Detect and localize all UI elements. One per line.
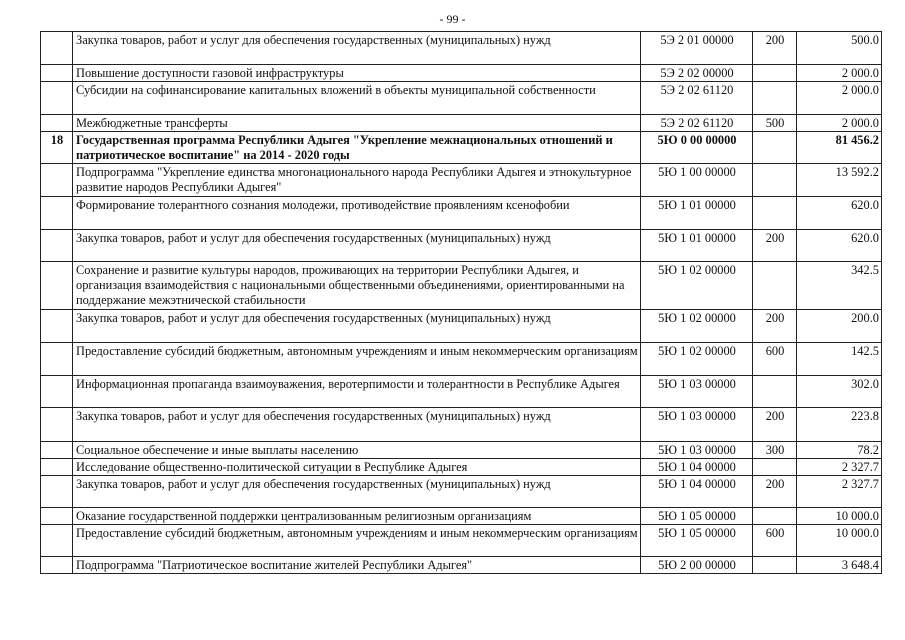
target-article-code-cell: 5Ю 1 05 00000 <box>641 525 753 557</box>
table-row <box>41 164 882 197</box>
table-row <box>41 132 882 164</box>
expense-type-cell <box>753 557 797 574</box>
expense-type-cell: 500 <box>753 115 797 132</box>
expense-type-cell <box>753 262 797 310</box>
table-row <box>41 230 882 262</box>
row-number-cell <box>41 557 73 574</box>
target-article-code-cell: 5Ю 1 02 00000 <box>641 343 753 376</box>
table-row <box>41 197 882 230</box>
row-number-cell <box>41 442 73 459</box>
item-name-cell: Подпрограмма "Укрепление единства многонационального народа Республики Адыгея и этнокультурное развитие народов Республики Адыгея" <box>73 164 641 197</box>
item-name-cell: Социальное обеспечение и иные выплаты населению <box>73 442 641 459</box>
amount-cell: 81 456.2 <box>797 132 882 164</box>
table-row <box>41 310 882 343</box>
row-number-cell <box>41 310 73 343</box>
row-number-cell <box>41 525 73 557</box>
expense-type-cell <box>753 132 797 164</box>
item-name-cell: Государственная программа Республики Адыгея "Укрепление межнациональных отношений и патриотическое воспитание" на 2014 - 2020 годы <box>73 132 641 164</box>
item-name-cell: Подпрограмма "Патриотическое воспитание жителей Республики Адыгея" <box>73 557 641 574</box>
table-row <box>41 376 882 408</box>
expense-type-cell: 200 <box>753 476 797 508</box>
item-name-cell: Закупка товаров, работ и услуг для обеспечения государственных (муниципальных) нужд <box>73 32 641 65</box>
item-name-cell: Сохранение и развитие культуры народов, проживающих на территории Республики Адыгея, и организация взаимодействия с национальными общественными объединениями, ориентированными на поддержание межэтнической стабильности <box>73 262 641 310</box>
budget-table <box>40 31 882 574</box>
item-name-cell: Предоставление субсидий бюджетным, автономным учреждениям и иным некоммерческим организациям <box>73 525 641 557</box>
amount-cell: 10 000.0 <box>797 508 882 525</box>
amount-cell: 200.0 <box>797 310 882 343</box>
amount-cell: 342.5 <box>797 262 882 310</box>
expense-type-cell <box>753 459 797 476</box>
amount-cell: 3 648.4 <box>797 557 882 574</box>
target-article-code-cell: 5Ю 1 01 00000 <box>641 230 753 262</box>
amount-cell: 10 000.0 <box>797 525 882 557</box>
row-number-cell <box>41 376 73 408</box>
item-name-cell: Закупка товаров, работ и услуг для обеспечения государственных (муниципальных) нужд <box>73 408 641 442</box>
target-article-code-cell: 5Ю 1 03 00000 <box>641 376 753 408</box>
row-number-cell: 18 <box>41 132 73 164</box>
target-article-code-cell: 5Ю 1 04 00000 <box>641 476 753 508</box>
target-article-code-cell: 5Э 2 01 00000 <box>641 32 753 65</box>
row-number-cell <box>41 459 73 476</box>
expense-type-cell: 200 <box>753 310 797 343</box>
amount-cell: 2 000.0 <box>797 82 882 115</box>
table-row <box>41 408 882 442</box>
row-number-cell <box>41 115 73 132</box>
item-name-cell: Межбюджетные трансферты <box>73 115 641 132</box>
target-article-code-cell: 5Ю 1 04 00000 <box>641 459 753 476</box>
table-row <box>41 508 882 525</box>
table-row <box>41 459 882 476</box>
table-row <box>41 32 882 65</box>
amount-cell: 78.2 <box>797 442 882 459</box>
amount-cell: 620.0 <box>797 197 882 230</box>
target-article-code-cell: 5Ю 0 00 00000 <box>641 132 753 164</box>
row-number-cell <box>41 343 73 376</box>
target-article-code-cell: 5Ю 1 03 00000 <box>641 442 753 459</box>
table-row <box>41 262 882 310</box>
expense-type-cell: 200 <box>753 32 797 65</box>
item-name-cell: Формирование толерантного сознания молодежи, противодействие проявлениям ксенофобии <box>73 197 641 230</box>
amount-cell: 2 327.7 <box>797 476 882 508</box>
expense-type-cell: 300 <box>753 442 797 459</box>
expense-type-cell <box>753 508 797 525</box>
amount-cell: 2 000.0 <box>797 65 882 82</box>
target-article-code-cell: 5Э 2 02 61120 <box>641 82 753 115</box>
item-name-cell: Исследование общественно-политической ситуации в Республике Адыгея <box>73 459 641 476</box>
target-article-code-cell: 5Ю 1 00 00000 <box>641 164 753 197</box>
table-row <box>41 476 882 508</box>
row-number-cell <box>41 262 73 310</box>
amount-cell: 620.0 <box>797 230 882 262</box>
row-number-cell <box>41 32 73 65</box>
expense-type-cell <box>753 164 797 197</box>
table-row <box>41 442 882 459</box>
row-number-cell <box>41 82 73 115</box>
page-number: - 99 - <box>439 12 466 26</box>
item-name-cell: Повышение доступности газовой инфраструктуры <box>73 65 641 82</box>
target-article-code-cell: 5Ю 1 02 00000 <box>641 310 753 343</box>
item-name-cell: Оказание государственной поддержки централизованным религиозным организациям <box>73 508 641 525</box>
target-article-code-cell: 5Ю 1 03 00000 <box>641 408 753 442</box>
table-row <box>41 65 882 82</box>
table-row <box>41 115 882 132</box>
table-row <box>41 343 882 376</box>
amount-cell: 2 000.0 <box>797 115 882 132</box>
target-article-code-cell: 5Ю 2 00 00000 <box>641 557 753 574</box>
expense-type-cell: 200 <box>753 408 797 442</box>
expense-type-cell: 600 <box>753 343 797 376</box>
row-number-cell <box>41 230 73 262</box>
target-article-code-cell: 5Ю 1 02 00000 <box>641 262 753 310</box>
table-row <box>41 525 882 557</box>
target-article-code-cell: 5Э 2 02 00000 <box>641 65 753 82</box>
amount-cell: 13 592.2 <box>797 164 882 197</box>
amount-cell: 500.0 <box>797 32 882 65</box>
table-row <box>41 82 882 115</box>
expense-type-cell: 200 <box>753 230 797 262</box>
row-number-cell <box>41 164 73 197</box>
row-number-cell <box>41 65 73 82</box>
item-name-cell: Информационная пропаганда взаимоуважения, веротерпимости и толерантности в Республике Адыгея <box>73 376 641 408</box>
row-number-cell <box>41 408 73 442</box>
item-name-cell: Закупка товаров, работ и услуг для обеспечения государственных (муниципальных) нужд <box>73 230 641 262</box>
amount-cell: 302.0 <box>797 376 882 408</box>
target-article-code-cell: 5Ю 1 05 00000 <box>641 508 753 525</box>
target-article-code-cell: 5Э 2 02 61120 <box>641 115 753 132</box>
expense-type-cell <box>753 197 797 230</box>
row-number-cell <box>41 508 73 525</box>
row-number-cell <box>41 197 73 230</box>
amount-cell: 142.5 <box>797 343 882 376</box>
amount-cell: 2 327.7 <box>797 459 882 476</box>
expense-type-cell <box>753 65 797 82</box>
amount-cell: 223.8 <box>797 408 882 442</box>
expense-type-cell <box>753 376 797 408</box>
item-name-cell: Закупка товаров, работ и услуг для обеспечения государственных (муниципальных) нужд <box>73 310 641 343</box>
table-row <box>41 557 882 574</box>
budget-table-body <box>41 32 882 574</box>
item-name-cell: Закупка товаров, работ и услуг для обеспечения государственных (муниципальных) нужд <box>73 476 641 508</box>
row-number-cell <box>41 476 73 508</box>
item-name-cell: Субсидии на софинансирование капитальных вложений в объекты муниципальной собственности <box>73 82 641 115</box>
expense-type-cell: 600 <box>753 525 797 557</box>
item-name-cell: Предоставление субсидий бюджетным, автономным учреждениям и иным некоммерческим организациям <box>73 343 641 376</box>
target-article-code-cell: 5Ю 1 01 00000 <box>641 197 753 230</box>
expense-type-cell <box>753 82 797 115</box>
